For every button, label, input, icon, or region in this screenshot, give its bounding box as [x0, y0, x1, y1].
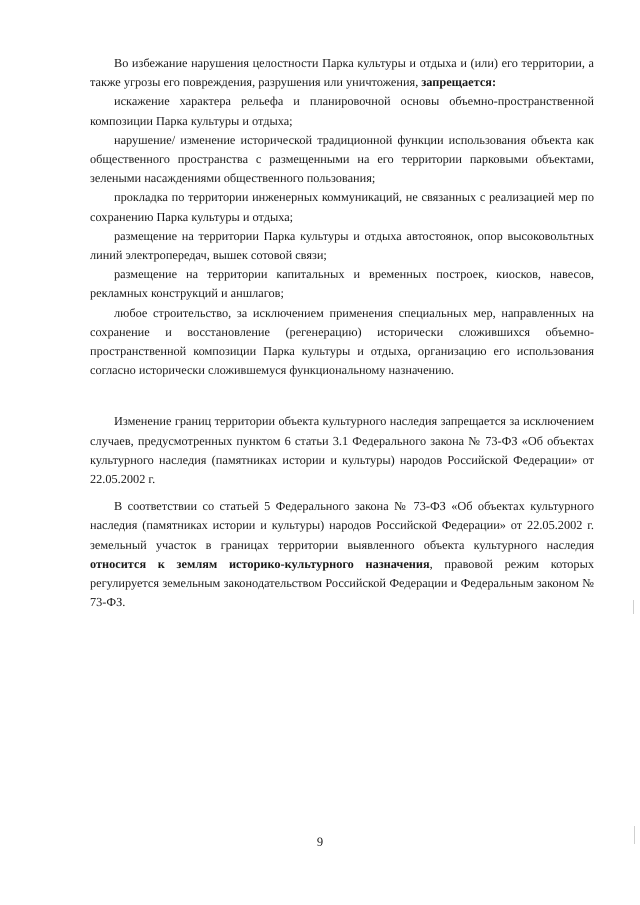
prohibition-item: любое строительство, за исключением применения специальных мер, направленных на сохранение и восстановление (регенерацию) исторически сложившихся объемно-пространственной композиции Парка культуры и отдыха, организацию его использования согласно исторически сложившемуся функциональному назначению. — [90, 305, 594, 378]
prohibition-item: нарушение/ изменение исторической традиционной функции использования объекта как общественного пространства с размещенными на его территории парковыми объектами, зелеными насаждениями общественного пользования; — [90, 132, 594, 186]
scan-mark — [634, 826, 635, 844]
land-text-part2: , правовой режим которых регулируется земельным законодательством Российской Федерации и Федеральным законом № 73-ФЗ. — [90, 556, 594, 610]
prohibition-item: искажение характера рельефа и планировочной основы объемно-пространственной композиции Парка культуры и отдыха; — [90, 94, 594, 128]
paragraph-spacer — [90, 489, 594, 497]
prohibition-item: прокладка по территории инженерных коммуникаций, не связанных с реализацией мер по сохранению Парка культуры и отдыха; — [90, 190, 594, 224]
scan-mark — [633, 600, 634, 614]
document-body — [90, 54, 594, 612]
land-category-bold: относится к землям историко-культурного назначения — [90, 556, 430, 571]
boundary-paragraph: Изменение границ территории объекта культурного наследия запрещается за исключением случаев, предусмотренных пунктом 6 статьи 3.1 Федерального закона № 73-ФЗ «Об объектах культурного наследия (памятниках истории и культуры) народов Российской Федерации» от 22.05.2002 г. — [90, 414, 594, 487]
page-number: 9 — [316, 835, 324, 849]
section-spacer — [90, 380, 594, 412]
intro-text: Во избежание нарушения целостности Парка культуры и отдыха и (или) его территории, а также угрозы его повреждения, разрушения или уничтожения, — [90, 56, 594, 90]
prohibition-item: размещение на территории капитальных и временных построек, киосков, навесов, рекламных конструкций и аншлагов; — [90, 267, 594, 301]
land-text-part1: В соответствии со статьей 5 Федерального закона № 73-ФЗ «Об объектах культурного наследия (памятниках истории и культуры) народов Российской Федерации» от 22.05.2002 г. земельный участок в границах территории выявленного объекта культурного наследия — [90, 499, 594, 552]
intro-paragraph — [90, 54, 594, 92]
land-category-paragraph — [90, 497, 594, 612]
prohibition-item: размещение на территории Парка культуры и отдыха автостоянок, опор высоковольтных линий электропередач, вышек сотовой связи; — [90, 228, 594, 263]
prohibited-keyword: запрещается: — [421, 75, 497, 90]
